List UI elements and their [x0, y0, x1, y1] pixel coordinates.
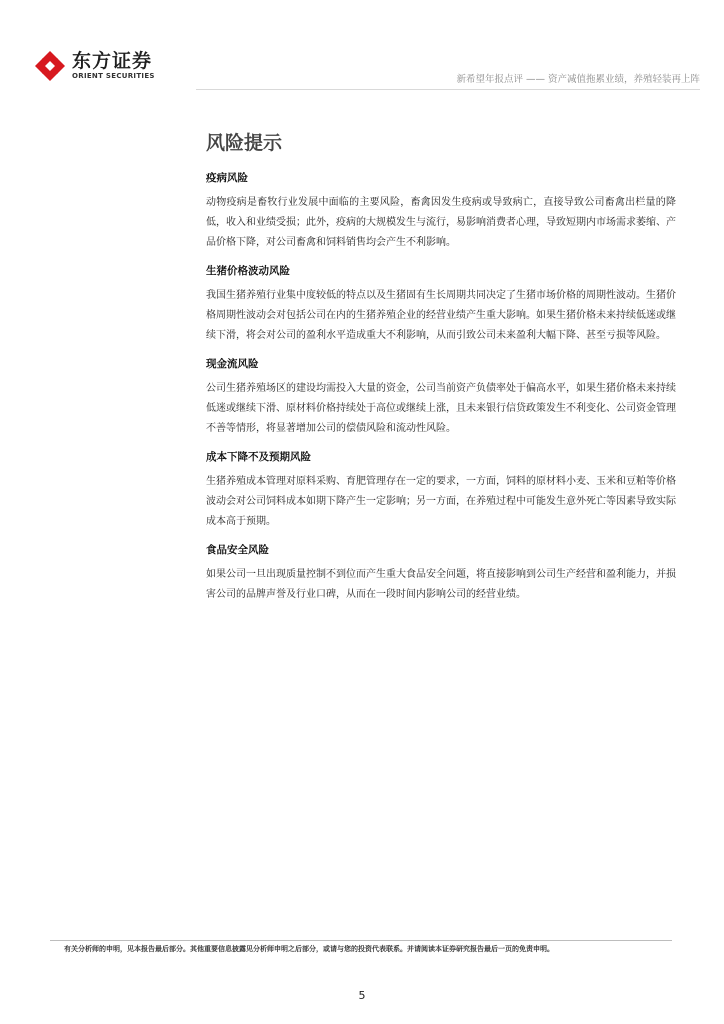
- risk-item: [206, 449, 676, 532]
- company-logo: [34, 50, 155, 82]
- report-content: [206, 130, 676, 615]
- logo-english-name: ORIENT SECURITIES: [72, 72, 155, 80]
- risk-item: [206, 542, 676, 605]
- logo-chinese-name: 东方证券: [72, 50, 153, 72]
- page-number: 5: [358, 989, 366, 1002]
- section-title: 风险提示: [206, 132, 283, 154]
- risk-heading: 现金流风险: [206, 358, 259, 370]
- risk-heading: 食品安全风险: [206, 544, 269, 556]
- risk-heading: 疫病风险: [206, 172, 248, 184]
- risk-body: 动物疫病是畜牧行业发展中面临的主要风险，畜禽因发生疫病或导致病亡，直接导致公司畜禽出栏量的降低，收入和业绩受损；此外，疫病的大规模发生与流行，易影响消费者心理，导致短期内市场需求萎缩、产品价格下降，对公司畜禽和饲料销售均会产生不利影响。: [206, 197, 676, 248]
- footer-divider: [50, 940, 672, 941]
- risk-heading: 生猪价格波动风险: [206, 265, 290, 277]
- report-header-title: 新希望年报点评 —— 资产减值拖累业绩，养殖轻装再上阵: [456, 74, 700, 85]
- risk-item: [206, 263, 676, 346]
- risk-body: 如果公司一旦出现质量控制不到位而产生重大食品安全问题，将直接影响到公司生产经营和盈利能力，并损害公司的品牌声誉及行业口碑，从而在一段时间内影响公司的经营业绩。: [206, 569, 676, 600]
- risk-body: 生猪养殖成本管理对原料采购、育肥管理存在一定的要求，一方面，饲料的原材料小麦、玉米和豆粕等价格波动会对公司饲料成本如期下降产生一定影响；另一方面，在养殖过程中可能发生意外死亡等因素导致实际成本高于预期。: [206, 476, 676, 527]
- risk-item: [206, 170, 676, 253]
- risk-item: [206, 356, 676, 439]
- risk-body: 我国生猪养殖行业集中度较低的特点以及生猪固有生长周期共同决定了生猪市场价格的周期性波动。生猪价格周期性波动会对包括公司在内的生猪养殖企业的经营业绩产生重大影响。如果生猪价格未来持续低迷或继续下滑，将会对公司的盈利水平造成重大不利影响，从而引致公司未来盈利大幅下降、甚至亏损等风险。: [206, 290, 676, 341]
- risk-body: 公司生猪养殖场区的建设均需投入大量的资金，公司当前资产负债率处于偏高水平，如果生猪价格未来持续低迷或继续下滑、原材料价格持续处于高位或继续上涨，且未来银行信贷政策发生不利变化、公司资金管理不善等情形，将显著增加公司的偿债风险和流动性风险。: [206, 383, 676, 434]
- header-divider: [196, 89, 700, 90]
- footer-disclaimer: 有关分析师的申明，见本报告最后部分。其他重要信息披露见分析师申明之后部分，或请与您的投资代表联系。并请阅读本证券研究报告最后一页的免责申明。: [64, 945, 554, 953]
- risk-heading: 成本下降不及预期风险: [206, 451, 311, 463]
- orient-securities-logo-icon: [34, 50, 66, 82]
